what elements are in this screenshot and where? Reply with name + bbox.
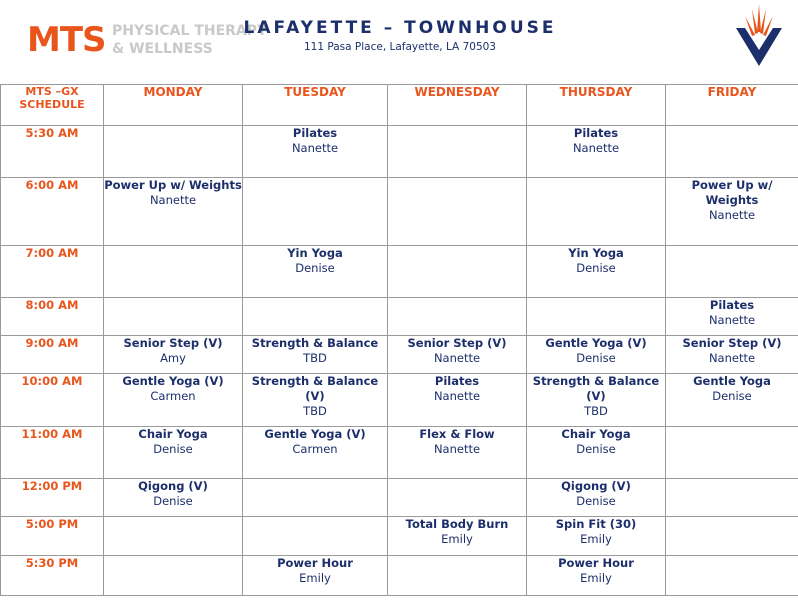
schedule-cell-monday [104, 556, 243, 596]
class-name: Total Body Burn [405, 517, 509, 531]
class-name: Chair Yoga [561, 427, 631, 441]
class-name: Chair Yoga [138, 427, 208, 441]
class-name: Flex & Flow [419, 427, 495, 441]
instructor-name: Denise [712, 389, 752, 403]
schedule-cell-wednesday [388, 246, 527, 298]
class-name: Pilates [573, 126, 619, 140]
instructor-name: Nanette [433, 389, 481, 403]
class-name: Gentle Yoga (V) [122, 374, 224, 388]
time-slot-label: 7:00 AM [1, 246, 104, 298]
instructor-name: Carmen [150, 389, 196, 403]
schedule-cell-friday [666, 246, 798, 298]
instructor-name: Emily [441, 532, 473, 546]
schedule-cell-thursday [527, 556, 666, 596]
schedule-cell-monday [104, 427, 243, 479]
class-name: Pilates [434, 374, 480, 388]
schedule-cell-wednesday [388, 479, 527, 517]
schedule-cell-wednesday [388, 374, 527, 427]
schedule-cell-tuesday [243, 479, 388, 517]
instructor-name: Emily [580, 532, 612, 546]
corner-label-line2: SCHEDULE [19, 98, 85, 111]
class-name: Power Up w/ Weights [691, 178, 773, 207]
corner-label-line1: MTS –GX [25, 85, 79, 98]
schedule-header-row [1, 85, 798, 126]
instructor-name: Nanette [708, 208, 756, 222]
day-header-monday: MONDAY [104, 85, 243, 126]
class-name: Yin Yoga [568, 246, 624, 260]
class-name: Pilates [292, 126, 338, 140]
schedule-cell-thursday [527, 427, 666, 479]
schedule-cell-friday [666, 427, 798, 479]
schedule-cell-tuesday [243, 298, 388, 336]
table-row [1, 556, 798, 596]
instructor-name: Carmen [292, 442, 338, 456]
class-name: Strength & Balance (V) [251, 374, 379, 403]
day-header-friday: FRIDAY [666, 85, 798, 126]
flame-rays [745, 4, 773, 36]
table-row [1, 374, 798, 427]
table-row [1, 126, 798, 178]
schedule-cell-monday [104, 126, 243, 178]
instructor-name: Nanette [149, 193, 197, 207]
table-row [1, 336, 798, 374]
schedule-cell-tuesday [243, 246, 388, 298]
instructor-name: TBD [303, 404, 327, 418]
schedule-cell-wednesday [388, 178, 527, 246]
instructor-name: Nanette [572, 141, 620, 155]
schedule-cell-friday [666, 374, 798, 427]
table-row [1, 246, 798, 298]
instructor-name: Nanette [708, 351, 756, 365]
table-row [1, 517, 798, 556]
instructor-name: Denise [153, 494, 193, 508]
schedule-cell-monday [104, 178, 243, 246]
instructor-name: Denise [576, 494, 616, 508]
instructor-name: TBD [584, 404, 608, 418]
class-name: Strength & Balance (V) [532, 374, 660, 403]
schedule-cell-thursday [527, 298, 666, 336]
schedule-cell-wednesday [388, 336, 527, 374]
schedule-cell-tuesday [243, 427, 388, 479]
time-slot-label: 11:00 AM [1, 427, 104, 479]
brand-logo-text: MTS [27, 20, 106, 60]
time-slot-label: 12:00 PM [1, 479, 104, 517]
schedule-cell-thursday [527, 479, 666, 517]
class-name: Strength & Balance [251, 336, 379, 350]
table-row [1, 427, 798, 479]
schedule-cell-wednesday [388, 556, 527, 596]
schedule-body [1, 126, 798, 596]
table-row [1, 479, 798, 517]
class-name: Senior Step (V) [407, 336, 507, 350]
instructor-name: TBD [303, 351, 327, 365]
schedule-cell-wednesday [388, 126, 527, 178]
day-header-wednesday: WEDNESDAY [388, 85, 527, 126]
schedule-cell-monday [104, 298, 243, 336]
class-name: Pilates [709, 298, 755, 312]
schedule-cell-tuesday [243, 178, 388, 246]
schedule-cell-friday [666, 479, 798, 517]
schedule-cell-thursday [527, 126, 666, 178]
day-header-tuesday: TUESDAY [243, 85, 388, 126]
day-header-thursday: THURSDAY [527, 85, 666, 126]
schedule-cell-wednesday [388, 517, 527, 556]
instructor-name: Amy [160, 351, 186, 365]
class-name: Qigong (V) [138, 479, 208, 493]
schedule-cell-thursday [527, 178, 666, 246]
instructor-name: Denise [295, 261, 335, 275]
brand-tagline-line2: & WELLNESS [112, 41, 213, 57]
schedule-cell-friday [666, 298, 798, 336]
time-slot-label: 10:00 AM [1, 374, 104, 427]
schedule-cell-thursday [527, 517, 666, 556]
schedule-table [0, 84, 798, 596]
schedule-cell-friday [666, 178, 798, 246]
class-name: Gentle Yoga (V) [545, 336, 647, 350]
instructor-name: Emily [299, 571, 331, 585]
location-address: 111 Pasa Place, Lafayette, LA 70503 [304, 41, 496, 53]
instructor-name: Nanette [708, 313, 756, 327]
class-name: Spin Fit (30) [555, 517, 637, 531]
schedule-corner-label [1, 85, 104, 126]
schedule-cell-monday [104, 246, 243, 298]
class-name: Yin Yoga [287, 246, 343, 260]
time-slot-label: 6:00 AM [1, 178, 104, 246]
page-header [0, 0, 798, 84]
instructor-name: Nanette [433, 351, 481, 365]
instructor-name: Denise [153, 442, 193, 456]
schedule-cell-friday [666, 126, 798, 178]
schedule-cell-thursday [527, 374, 666, 427]
schedule-cell-thursday [527, 336, 666, 374]
class-name: Gentle Yoga [693, 374, 771, 388]
instructor-name: Denise [576, 351, 616, 365]
location-title: LAFAYETTE – TOWNHOUSE [243, 18, 557, 38]
mts-chevron-flame-logo-icon [734, 2, 784, 68]
time-slot-label: 5:00 PM [1, 517, 104, 556]
schedule-cell-friday [666, 517, 798, 556]
schedule-cell-thursday [527, 246, 666, 298]
schedule-cell-wednesday [388, 298, 527, 336]
class-name: Senior Step (V) [682, 336, 782, 350]
instructor-name: Nanette [433, 442, 481, 456]
schedule-cell-tuesday [243, 556, 388, 596]
class-name: Power Up w/ Weights [104, 178, 242, 192]
instructor-name: Denise [576, 261, 616, 275]
schedule-cell-monday [104, 479, 243, 517]
class-name: Gentle Yoga (V) [264, 427, 366, 441]
instructor-name: Nanette [291, 141, 339, 155]
time-slot-label: 5:30 AM [1, 126, 104, 178]
class-name: Power Hour [558, 556, 634, 570]
schedule-cell-tuesday [243, 336, 388, 374]
schedule-cell-tuesday [243, 126, 388, 178]
table-row [1, 298, 798, 336]
brand-tagline-line1: PHYSICAL THERAPY [112, 23, 268, 39]
schedule-cell-wednesday [388, 427, 527, 479]
class-name: Senior Step (V) [123, 336, 223, 350]
schedule-cell-monday [104, 374, 243, 427]
schedule-cell-friday [666, 336, 798, 374]
time-slot-label: 8:00 AM [1, 298, 104, 336]
schedule-cell-monday [104, 336, 243, 374]
schedule-cell-friday [666, 556, 798, 596]
time-slot-label: 9:00 AM [1, 336, 104, 374]
time-slot-label: 5:30 PM [1, 556, 104, 596]
schedule-cell-tuesday [243, 374, 388, 427]
class-name: Power Hour [277, 556, 353, 570]
table-row [1, 178, 798, 246]
chevron-mark [736, 28, 782, 66]
schedule-cell-tuesday [243, 517, 388, 556]
instructor-name: Denise [576, 442, 616, 456]
class-name: Qigong (V) [561, 479, 631, 493]
schedule-cell-monday [104, 517, 243, 556]
instructor-name: Emily [580, 571, 612, 585]
